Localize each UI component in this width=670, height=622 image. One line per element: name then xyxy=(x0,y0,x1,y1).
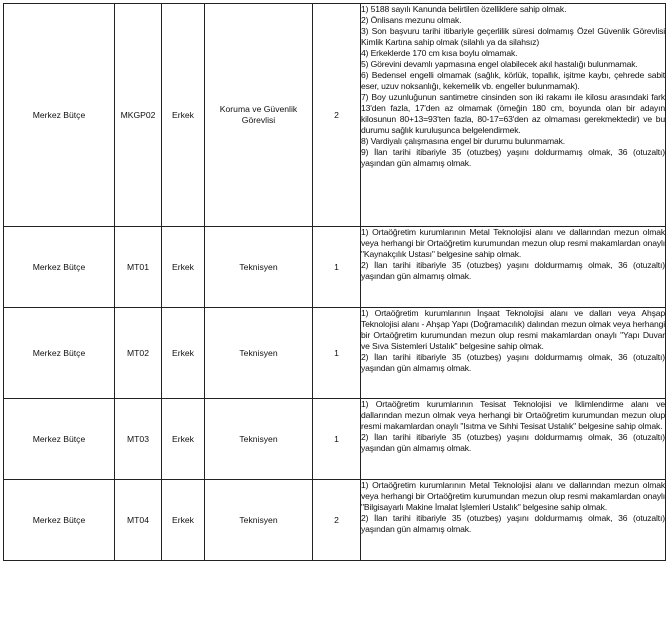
position-cell: Teknisyen xyxy=(205,399,313,480)
count-cell: 1 xyxy=(313,308,361,399)
requirement-item: 1) Ortaöğretim kurumlarının Tesisat Teknolojisi ve İklimlendirme alanı ve dallarından mezun olmak veya herhangi bir Ortaöğretim kurumundan mezun olup resmi makamlardan onaylı "Isıtma ve Sıhhi Tesisat Ustalık" belgesine sahip olmak. xyxy=(361,399,665,431)
count-cell: 2 xyxy=(313,4,361,227)
requirement-item: 1) Ortaöğretim kurumlarının İnşaat Teknolojisi alanı ve dalları veya Ahşap Teknolojisi alanı - Ahşap Yapı (Doğramacılık) dalından mezun olmak veya herhangi bir Ortaöğretim kurumundan mezun olup resmi makamlardan onaylı "Yapı Duvar ve Sıva Sistemleri Ustalık" belgesine sahip olmak. xyxy=(361,308,665,351)
requirement-item: 2) İlan tarihi itibariyle 35 (otuzbeş) yaşını doldurmamış olmak, 36 (otuzaltı) yaşından gün almamış olmak. xyxy=(361,352,665,373)
requirement-item: 4) Erkeklerde 170 cm kısa boylu olmamak. xyxy=(361,48,518,58)
requirement-item: 3) Son başvuru tarihi itibariyle geçerlilik süresi dolmamış Özel Güvenlik Görevlisi Kimlik Kartına sahip olmak (silahlı ya da silahsız) xyxy=(361,26,665,47)
unit-cell: Merkez Bütçe xyxy=(4,227,115,308)
requirements-cell xyxy=(361,227,666,308)
requirement-item: 7) Boy uzunluğunun santimetre cinsinden son iki rakamı ile kilosu arasındaki fark 13'den fazla, 17'den az olmamak (örneğin 180 cm, boyunda olan bir adayın kilosunun 80+13=93'ten fazla, 80-17=63'den az olmaması gerekmektedir) ve bu durumu sağlık kuruluşunca belgelendirmek. xyxy=(361,92,665,135)
gender-cell: Erkek xyxy=(162,227,205,308)
position-cell: Teknisyen xyxy=(205,308,313,399)
count-cell: 1 xyxy=(313,399,361,480)
requirements-cell xyxy=(361,399,666,480)
requirement-item: 2) İlan tarihi itibariyle 35 (otuzbeş) yaşını doldurmamış olmak, 36 (otuzaltı) yaşından gün almamış olmak. xyxy=(361,513,665,534)
requirement-item: 1) 5188 sayılı Kanunda belirtilen özelliklere sahip olmak. xyxy=(361,4,567,14)
table-row xyxy=(4,227,666,308)
code-cell: MT02 xyxy=(115,308,162,399)
requirement-item: 2) İlan tarihi itibariyle 35 (otuzbeş) yaşını doldurmamış olmak, 36 (otuzaltı) yaşından gün almamış olmak. xyxy=(361,432,665,453)
requirement-item: 2) Önlisans mezunu olmak. xyxy=(361,15,462,25)
requirements-cell xyxy=(361,308,666,399)
gender-cell: Erkek xyxy=(162,4,205,227)
table-row xyxy=(4,399,666,480)
code-cell: MT01 xyxy=(115,227,162,308)
code-cell: MKGP02 xyxy=(115,4,162,227)
position-cell: Teknisyen xyxy=(205,227,313,308)
code-cell: MT04 xyxy=(115,480,162,561)
requirement-item: 1) Ortaöğretim kurumlarının Metal Teknolojisi alanı ve dallarından mezun olmak veya herhangi bir Ortaöğretim kurumundan mezun olup resmi makamlardan onaylı "Bilgisayarlı Makine İmalat İşlemleri Ustalık" belgesine sahip olmak. xyxy=(361,480,665,512)
requirement-item: 5) Görevini devamlı yapmasına engel olabilecek akıl hastalığı bulunmamak. xyxy=(361,59,638,69)
gender-cell: Erkek xyxy=(162,399,205,480)
code-cell: MT03 xyxy=(115,399,162,480)
unit-cell: Merkez Bütçe xyxy=(4,399,115,480)
requirement-item: 9) İlan tarihi itibariyle 35 (otuzbeş) yaşını doldurmamış olmak, 36 (otuzaltı) yaşından gün almamış olmak. xyxy=(361,147,665,168)
count-cell: 2 xyxy=(313,480,361,561)
table-row xyxy=(4,4,666,227)
table-row xyxy=(4,308,666,399)
positions-table xyxy=(3,3,666,561)
requirements-cell xyxy=(361,480,666,561)
requirement-item: 2) İlan tarihi itibariyle 35 (otuzbeş) yaşını doldurmamış olmak, 36 (otuzaltı) yaşından gün almamış olmak. xyxy=(361,260,665,281)
requirements-cell xyxy=(361,4,666,227)
table-row xyxy=(4,480,666,561)
requirement-item: 6) Bedensel engelli olmamak (sağlık, körlük, topallık, işitme kaybı, çehrede sabit eser, uzuv noksanlığı, kekemelik vb. engeller bulunmamak). xyxy=(361,70,665,91)
unit-cell: Merkez Bütçe xyxy=(4,308,115,399)
gender-cell: Erkek xyxy=(162,308,205,399)
position-cell: Koruma ve Güvenlik Görevlisi xyxy=(205,4,313,227)
count-cell: 1 xyxy=(313,227,361,308)
requirement-item: 8) Vardiyalı çalışmasına engel bir durumu bulunmamak. xyxy=(361,136,565,146)
unit-cell: Merkez Bütçe xyxy=(4,4,115,227)
gender-cell: Erkek xyxy=(162,480,205,561)
position-cell: Teknisyen xyxy=(205,480,313,561)
requirement-item: 1) Ortaöğretim kurumlarının Metal Teknolojisi alanı ve dallarından mezun olmak veya herhangi bir Ortaöğretim kurumundan mezun olup resmi makamlardan onaylı "Kaynakçılık Ustası" belgesine sahip olmak. xyxy=(361,227,665,259)
unit-cell: Merkez Bütçe xyxy=(4,480,115,561)
